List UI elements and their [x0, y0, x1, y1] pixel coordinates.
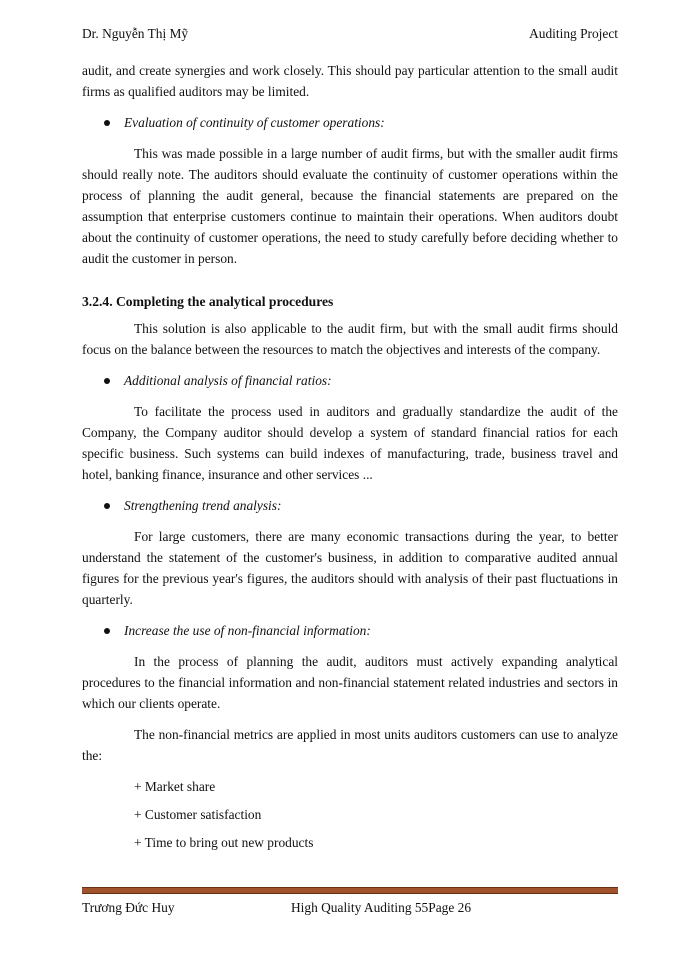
paragraph: To facilitate the process used in auditors and gradually standardize the audit of the Company, the Company auditor should develop a system of standard financial ratios for each specific business. Such systems can build indexes of manufacturing, trade, business travel and hotel, banking finance, insurance and other services ...: [82, 404, 618, 482]
bullet-label: Strengthening trend analysis:: [124, 498, 282, 513]
bullet-icon: [104, 120, 110, 126]
bullet-item: [82, 620, 618, 641]
header-title: Auditing Project: [529, 26, 618, 41]
section-heading: 3.2.4. Completing the analytical procedures: [82, 294, 334, 309]
bullet-item: [82, 112, 618, 133]
list-item: + Customer satisfaction: [134, 807, 262, 822]
footer-divider: [82, 887, 618, 894]
footer-author: Trương Đức Huy: [82, 900, 175, 915]
header-author: Dr. Nguyễn Thị Mỹ: [82, 26, 189, 41]
paragraph: The non-financial metrics are applied in most units auditors customers can use to analyze the:: [82, 727, 618, 763]
bullet-item: [82, 370, 618, 391]
paragraph: In the process of planning the audit, auditors must actively expanding analytical procedures to the financial information and non-financial statement related industries and sectors in which our clients operate.: [82, 654, 618, 711]
bullet-label: Evaluation of continuity of customer operations:: [124, 115, 385, 130]
bullet-item: [82, 495, 618, 516]
list-item: + Market share: [134, 779, 216, 794]
bullet-icon: [104, 628, 110, 634]
paragraph: This was made possible in a large number of audit firms, but with the smaller audit firms should really note. The auditors should evaluate the continuity of customer operations within the process of planning the audit general, because the financial statements are prepared on the assumption that enterprise customers continue to maintain their operations. When auditors doubt about the continuity of customer operations, the need to study carefully before deciding whether to audit the customer in person.: [82, 146, 618, 266]
list-item: + Time to bring out new products: [134, 835, 314, 850]
bullet-icon: [104, 503, 110, 509]
bullet-label: Additional analysis of financial ratios:: [124, 373, 332, 388]
bullet-label: Increase the use of non-financial information:: [124, 623, 371, 638]
metric-list: [82, 776, 618, 853]
paragraph: For large customers, there are many economic transactions during the year, to better understand the statement of the customer's business, in addition to comparative audited annual figures for the previous year's figures, the auditors should with analysis of their past fluctuations in quarterly.: [82, 529, 618, 607]
page-header: [82, 26, 618, 42]
bullet-icon: [104, 378, 110, 384]
paragraph: audit, and create synergies and work closely. This should pay particular attention to the small audit firms as qualified auditors may be limited.: [82, 63, 618, 99]
page-body: [82, 60, 618, 860]
paragraph: This solution is also applicable to the audit firm, but with the small audit firms should focus on the balance between the resources to match the objectives and interests of the company.: [82, 321, 618, 357]
footer-page-info: High Quality Auditing 55Page 26: [291, 900, 472, 915]
